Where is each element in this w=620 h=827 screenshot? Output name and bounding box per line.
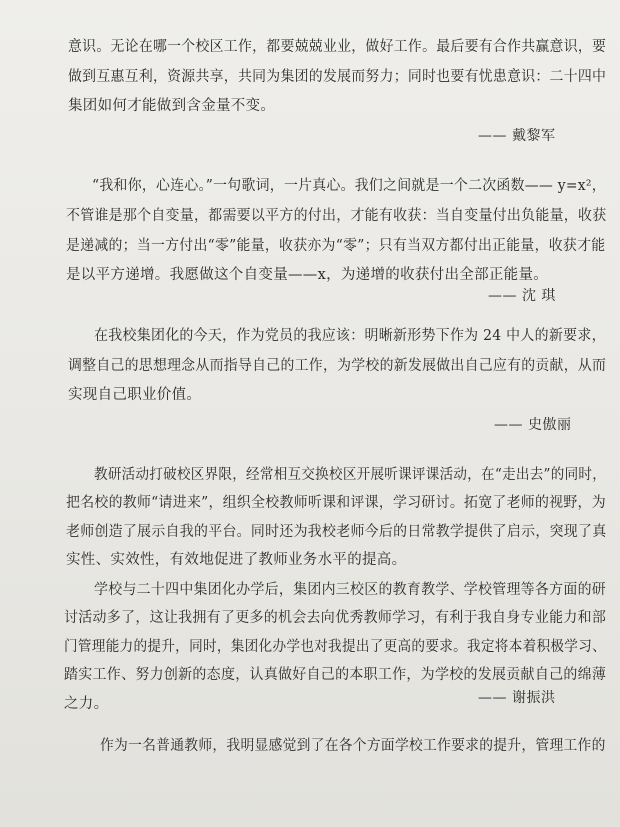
- paragraph-line: 实性、实效性，有效地促进了教师业务水平的提高。: [66, 552, 407, 568]
- paragraph-line: 集团如何才能做到含金量不变。: [68, 98, 276, 114]
- paragraph-line: 实现自己职业价值。: [68, 387, 202, 403]
- paragraph-line: 在我校集团化的今天，作为党员的我应该：明晰新形势下作为 24 中人的新要求，: [94, 328, 606, 344]
- author-signature: —— 戴黎军: [478, 128, 556, 144]
- author-signature: —— 沈 琪: [488, 288, 556, 304]
- paragraph-line: 调整自己的思想理念从而指导自己的工作，为学校的新发展做出自己应有的贡献，从而: [68, 358, 607, 374]
- paragraph-line: 把名校的教师“请进来”，组织全校教师听课和评课，学习研讨。拓宽了老师的视野，为: [66, 495, 606, 511]
- paragraph-line: “我和你，心连心。”一句歌词，一片真心。我们之间就是一个二次函数—— y=x²，: [92, 178, 606, 194]
- paragraph-line: 讨活动多了，这让我拥有了更多的机会去向优秀教师学习，有利于我自身专业能力和部: [64, 610, 607, 626]
- paragraph-line: 是递减的；当一方付出“零”能量，收获亦为“零”；只有当双方都付出正能量，收获才能: [66, 238, 606, 254]
- paragraph-line: 踏实工作、努力创新的态度，认真做好自己的本职工作，为学校的发展贡献自己的绵薄: [64, 667, 607, 683]
- paragraph-line: 门管理能力的提升，同时，集团化办学也对我提出了更高的要求。我定将本着积极学习、: [64, 639, 606, 655]
- paragraph-line: 之力。: [64, 696, 109, 712]
- paragraph-line: 是以平方递增。我愿做这个自变量——x，为递增的收获付出全部正能量。: [66, 267, 549, 283]
- paragraph-line: 作为一名普通教师，我明显感觉到了在各个方面学校工作要求的提升，管理工作的: [100, 738, 606, 754]
- author-signature: —— 史傲丽: [494, 417, 572, 433]
- paragraph-line: 意识。无论在哪一个校区工作，都要兢兢业业，做好工作。最后要有合作共赢意识，要: [68, 39, 607, 55]
- paragraph-line: 做到互惠互利，资源共享，共同为集团的发展而努力；同时也要有忧患意识：二十四中: [68, 69, 607, 85]
- paragraph-line: 教研活动打破校区界限，经常相互交换校区开展听课评课活动，在“走出去”的同时，: [94, 467, 607, 483]
- author-signature: —— 谢振洪: [478, 690, 556, 706]
- paragraph-line: 不管谁是那个自变量，都需要以平方的付出，才能有收获：当自变量付出负能量，收获: [66, 208, 607, 224]
- paragraph-line: 学校与二十四中集团化办学后，集团内三校区的教育教学、学校管理等各方面的研: [94, 582, 607, 598]
- paragraph-line: 老师创造了展示自我的平台。同时还为我校老师今后的日常教学提供了启示，突现了真: [66, 524, 607, 540]
